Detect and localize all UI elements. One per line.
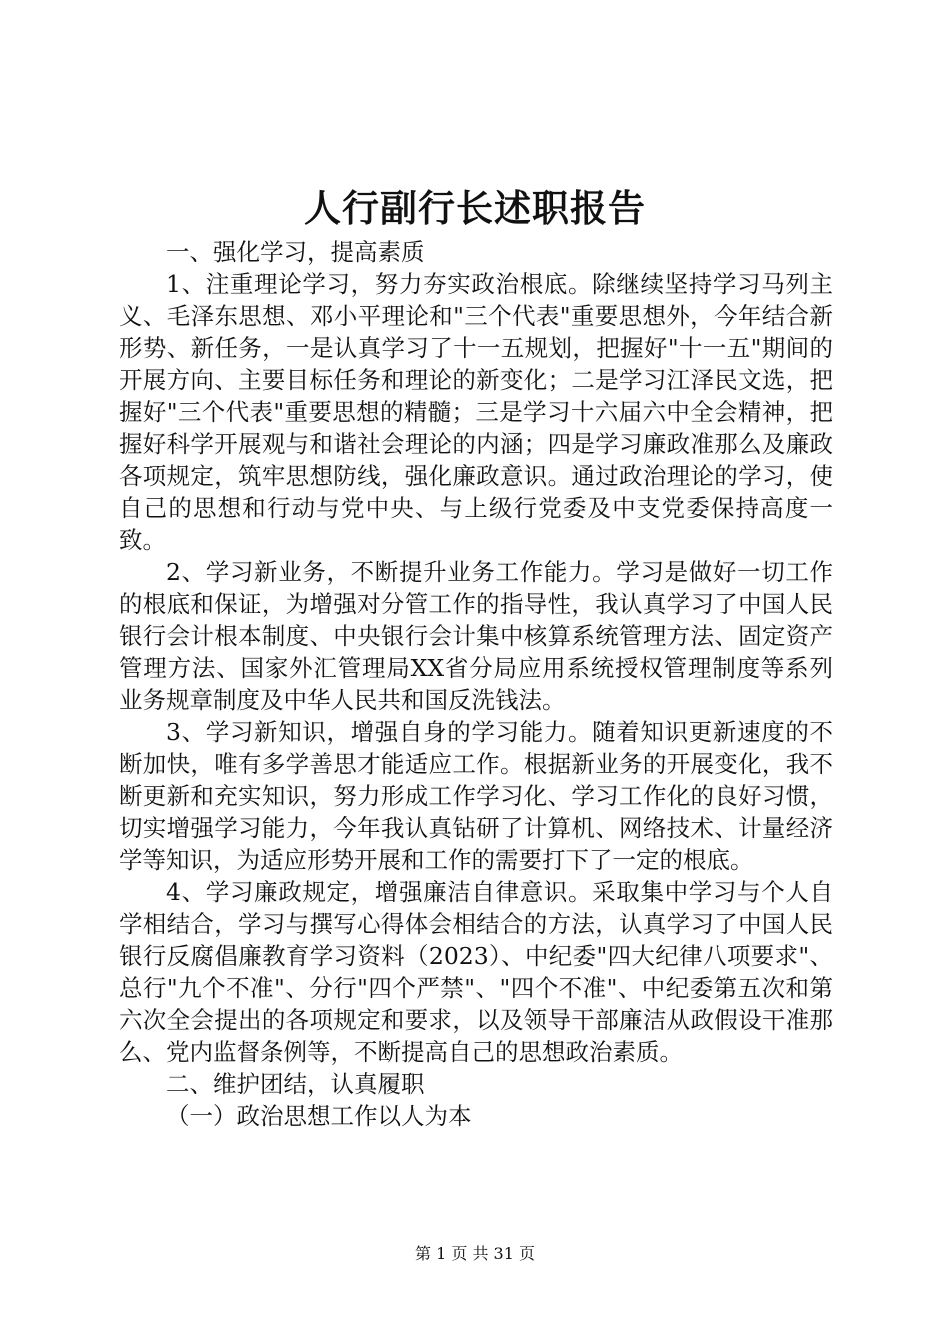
page-footer: 第 1 页 共 31 页 — [415, 1244, 535, 1263]
paragraph-2: 2、学习新业务，不断提升业务工作能力。学习是做好一切工作的根底和保证，为增强对分管工作的指导性，我认真学习了中国人民银行会计根本制度、中央银行会计集中核算系统管理方法、固定资产管理方法、国家外汇管理局XX省分局应用系统授权管理制度等系列业务规章制度及中华人民共和国反洗钱法。 — [119, 558, 833, 714]
document-body — [119, 236, 833, 1132]
subsection-heading: （一）政治思想工作以人为本 — [166, 1102, 472, 1130]
section-heading-1: 一、强化学习，提高素质 — [166, 238, 425, 266]
paragraph-4: 4、学习廉政规定，增强廉洁自律意识。采取集中学习与个人自学相结合，学习与撰写心得体会相结合的方法，认真学习了中国人民银行反腐倡廉教育学习资料（2023）、中纪委"四大纪律八项要求"、总行"九个不准"、分行"四个严禁"、"四个不准"、中纪委第五次和第六次全会提出的各项规定和要求，以及领导干部廉洁从政假设干准那么、党内监督条例等，不断提高自己的思想政治素质。 — [119, 878, 833, 1066]
section-heading-2: 二、维护团结，认真履职 — [166, 1070, 425, 1098]
document-title: 人行副行长述职报告 — [304, 186, 646, 230]
paragraph-1: 1、注重理论学习，努力夯实政治根底。除继续坚持学习马列主义、毛泽东思想、邓小平理论和"三个代表"重要思想外，今年结合新形势、新任务，一是认真学习了十一五规划，把握好"十一五"期间的开展方向、主要目标任务和理论的新变化；二是学习江泽民文选，把握好"三个代表"重要思想的精髓；三是学习十六届六中全会精神，把握好科学开展观与和谐社会理论的内涵；四是学习廉政准那么及廉政各项规定，筑牢思想防线，强化廉政意识。通过政治理论的学习，使自己的思想和行动与党中央、与上级行党委及中支党委保持高度一致。 — [119, 270, 833, 554]
paragraph-3: 3、学习新知识，增强自身的学习能力。随着知识更新速度的不断加快，唯有多学善思才能适应工作。根据新业务的开展变化，我不断更新和充实知识，努力形成工作学习化、学习工作化的良好习惯，切实增强学习能力，今年我认真钻研了计算机、网络技术、计量经济学等知识，为适应形势开展和工作的需要打下了一定的根底。 — [119, 718, 833, 874]
